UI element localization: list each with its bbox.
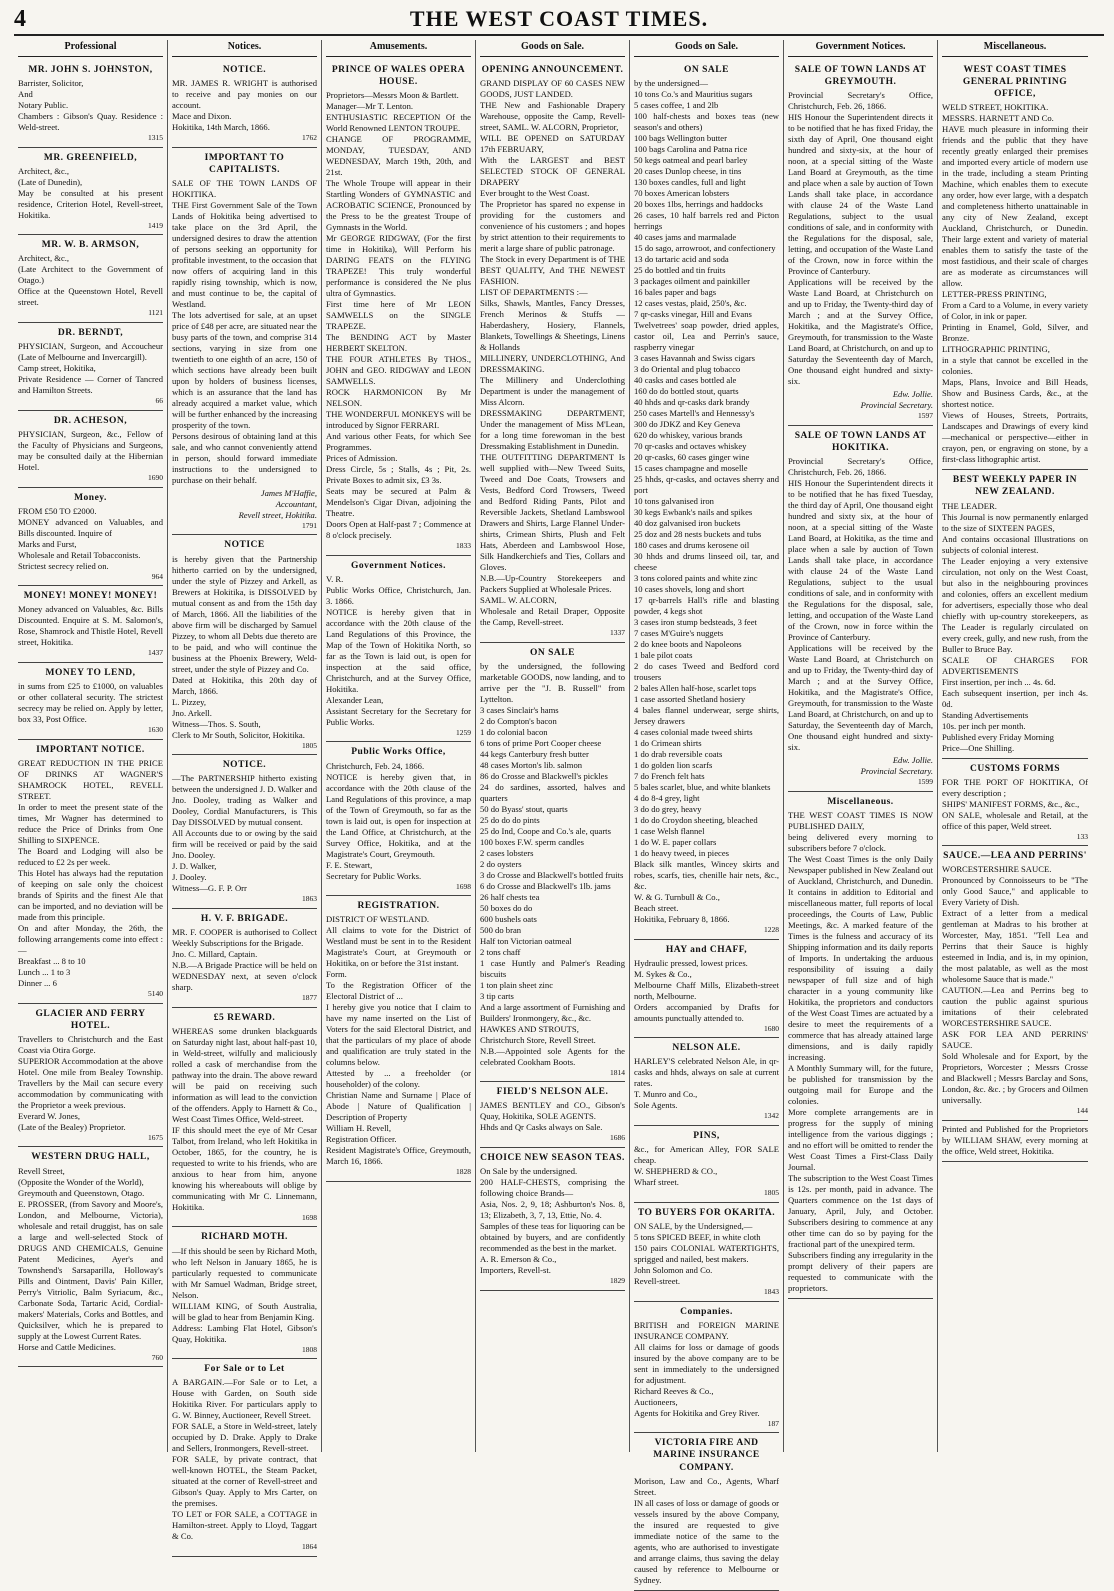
ad-body: Hydraulic pressed, lowest prices. M. Sykes & Co., Melbourne Chaff Mills, Elizabeth-street north, Melbourne. Orders accompanied by Drafts for amounts punctually attended to. xyxy=(634,957,779,1023)
advertisement xyxy=(18,740,163,1004)
advertisement xyxy=(172,909,317,1008)
advertisement xyxy=(634,1302,779,1434)
ad-reference-number: 1833 xyxy=(456,541,471,551)
ad-body: MR. F. COOPER is authorised to Collect Weekly Subscriptions for the Brigade. Jno. C. Millard, Captain. N.B.—A Brigade Practice will be held on WEDNESDAY next, at seven o'clock sharp. xyxy=(172,927,317,993)
ad-body: SALE OF THE TOWN LANDS OF HOKITIKA. THE First Government Sale of the Town Lands of Hokitika being advertised to take place on the 3rd April, the undersigned desires to draw the attention of persons seeking an opportunity for profitable investment, to the occasion that now offers of acquiring land in this rapidly rising township, which is now, and must continue to be, the capital of Westland. The lots advertised for sale, at an upset price of £48 per acre, are situated near the busy parts of the town, and comprise 314 sections, varying in size from one twentieth to one eighth of an acre, 150 of which sections have already been built upon by holders of business licenses, which is an assurance that the land has already acquired a market value, which will be further enhanced by the increasing prosperity of the town. Persons desirous of obtaining land at this sale, and who cannot conveniently attend in person, should forward immediate instructions to the undersigned to purchase on their behalf. xyxy=(172,177,317,485)
ad-title: CUSTOMS FORMS xyxy=(970,763,1060,774)
ad-reference-number: 66 xyxy=(155,396,163,406)
column-5 xyxy=(630,40,784,1585)
ad-body: Architect, &c., (Late of Dunedin), May be consulted at his present residence, Criterion Hotel, Revell-street, Hokitika. xyxy=(18,165,163,220)
ad-body: Printed and Published for the Proprietors by WILLIAM SHAW, every morning at the office, Weld street, Hokitika. xyxy=(942,1124,1088,1157)
ad-title: Government Notices. xyxy=(351,560,446,571)
advertisement xyxy=(326,896,471,1182)
ad-body: by the undersigned, the following marketable GOODS, now landing, and to arrive per the "J. B. Russell" from Lyttelton. 3 cases Sinclair's hams 2 do Compton's bacon 1 do colonial bacon 6 tons of prime Port Cooper cheese 44 kegs Canterbury fresh butter 48 cases Morton's lib. salmon 86 do Crosse and Blackwell's pickles 24 do sardines, assorted, halves and quarters 50 do Byass' stout, quarts 25 do do do pints 25 do Ind, Coope and Co.'s ale, quarts 100 boxes F.W. sperm candles 2 cases lobsters 2 do oysters 3 do Crosse and Blackwell's bottled fruits 6 do Crosse and Blackwell's 1lb. jams 26 half chests tea 50 boxes do do 600 bushels oats 500 do bran Half ton Victorian oatmeal 2 tons chaff 1 case Huntly and Palmer's Reading biscuits 1 ton plain sheet zinc 3 tip carts And a large assortment of Furnishing and Builders' Ironmongery, &c., &c. HAWKES AND STROUTS, Christchurch Store, Revell Street. N.B.—Appointed sole Agents for the celebrated Cookham Boots. xyxy=(480,660,625,1067)
ad-title: NOTICE. xyxy=(222,760,267,771)
ad-title: Companies. xyxy=(680,1306,733,1317)
advertisement xyxy=(18,1004,163,1148)
ad-reference-number: 1814 xyxy=(610,1067,625,1077)
advertisement xyxy=(172,1359,317,1557)
advertisement xyxy=(480,60,625,643)
advertisement xyxy=(18,411,163,488)
column-3 xyxy=(322,40,476,1452)
ad-body: JAMES BENTLEY and CO., Gibson's Quay, Hokitika, SOLE AGENTS. Hhds and Qr Casks always on Sale. xyxy=(480,1100,625,1133)
column-7 xyxy=(938,40,1092,1452)
advertisement xyxy=(172,535,317,755)
advertisement xyxy=(326,742,471,896)
advertisement xyxy=(172,60,317,148)
ad-body: in sums from £25 to £1000, on valuables or other collateral security. The strictest secrecy may be relied on. Apply by letter, box 33, Post Office. xyxy=(18,681,163,725)
advertisement xyxy=(634,940,779,1039)
ad-body: MR. JAMES R. WRIGHT is authorised to receive and pay monies on our account. Mace and Dixon. Hokitika, 14th March, 1866. xyxy=(172,77,317,132)
ad-reference-number: 1686 xyxy=(610,1133,625,1143)
ad-body: ON SALE, by the Undersigned,— 5 tons SPICED BEEF, in white cloth 150 pairs COLONIAL WATERTIGHTS, sprigged and nailed, best makers. John Solomon and Co. Revell-street. xyxy=(634,1220,779,1286)
ad-reference-number: 1762 xyxy=(302,132,317,142)
section-heading: Goods on Sale. xyxy=(634,40,779,57)
advertisement xyxy=(634,1126,779,1203)
ad-body: Revell Street, (Opposite the Wonder of the World), Greymouth and Queenstown, Otago. E. PROSSER, (from Savory and Moore's, London, and Melbourne, Victoria), wholesale and retail druggist, has on sale a large and well-selected Stock of DRUGS AND CHEMICALS, Genuine Patent Medicines, Ayer's and Townshend's Sarsaparilla, Holloway's Pills and Ointment, Davis' Pain Killer, Perry's Vitriolic, Balm Syriacum, &c., Carbonate Soda, Tartaric Acid, Cordial-makers' Materials, Corks and Bottles, and Quicksilver, which he is prepared to supply at the Lowest Current Rates. Horse and Cattle Medicines. xyxy=(18,1165,163,1352)
ad-body: Architect, &c., (Late Architect to the Government of Otago.) Office at the Queenstown Hotel, Revell street. xyxy=(18,253,163,308)
advertisement xyxy=(942,1121,1088,1162)
advertisement xyxy=(480,643,625,1083)
advertisement xyxy=(788,60,933,426)
ad-title: H. V. F. BRIGADE. xyxy=(200,913,289,924)
section-heading: Professional xyxy=(18,40,163,57)
advertisement xyxy=(18,586,163,663)
ad-reference-number: 964 xyxy=(151,571,163,581)
ad-title: NELSON ALE. xyxy=(672,1043,741,1054)
ad-body: —The PARTNERSHIP hitherto existing between the undersigned J. D. Walker and Jno. Dooley, trading as Walker and Dooley, Cordial Manufacturers, is This Day DISSOLVED by mutual consent. All Accounts due to or owing by the said firm will be received or paid by the said Jno. Dooley. J. D. Walker, J. Dooley. Witness—G. F. P. Orr xyxy=(172,773,317,894)
ad-title: WEST COAST TIMES GENERAL PRINTING OFFICE, xyxy=(962,64,1068,100)
section-heading: Government Notices. xyxy=(788,40,933,57)
ad-reference-number: 1675 xyxy=(148,1132,163,1142)
ad-body: FROM £50 TO £2000. MONEY advanced on Valuables, and Bills discounted. Inquire of Marks and Furst, Wholesale and Retail Tobacconists. Strictest secrecy relied on. xyxy=(18,505,163,571)
ad-reference-number: 1791 xyxy=(302,520,317,530)
ad-title: CHOICE NEW SEASON TEAS. xyxy=(480,1153,625,1164)
advertisement xyxy=(788,792,933,1299)
ad-body: Morison, Law and Co., Agents, Wharf Street. IN all cases of loss or damage of goods or vessels insured by the above Company, the insured are requested to give immediate notice of the same to the agents, who are authorised to investigate and arrange claims, thus saving the delay caused by reference to Melbourne or Sydney. xyxy=(634,1475,779,1585)
ad-reference-number: 1597 xyxy=(918,411,933,421)
ad-title: PINS, xyxy=(693,1131,720,1142)
ad-body: Christchurch, Feb. 24, 1866. NOTICE is hereby given that, in accordance with the 20th clause of the Land Regulations of this province, a map of the Town of Greymouth, so far as the town is laid out, is open for inspection at the Land Office, at Christchurch, at the Survey Office, Hokitika, and at the Magistrate's Court, Greymouth. F. E. Stewart, Secretary for Public Works. xyxy=(326,760,471,881)
advertisement xyxy=(18,1147,163,1367)
masthead: THE WEST COAST TIMES. xyxy=(409,6,709,31)
advertisement xyxy=(18,148,163,236)
ad-title: SALE OF TOWN LANDS AT HOKITIKA. xyxy=(794,430,927,453)
ad-signature: Edw. Jollie. Provincial Secretary. xyxy=(860,755,933,777)
ad-title: £5 REWARD. xyxy=(213,1012,276,1023)
ad-title: DR. BERNDT, xyxy=(57,328,124,339)
ad-body: FOR THE PORT OF HOKITIKA, Of every description ; SHIPS' MANIFEST FORMS, &c., &c., ON SALE, wholesale and Retail, at the office of this paper, Weld street. xyxy=(942,776,1088,831)
advertisement xyxy=(172,1008,317,1228)
advertisement xyxy=(788,426,933,792)
ad-title: SAUCE.—LEA AND PERRINS' xyxy=(943,851,1087,862)
ad-body: A BARGAIN.—For Sale or to Let, a House with Garden, on South side Hokitika River. For particulars apply to G. W. Binney, Auctioneer, Revell Street. FOR SALE, a Store in Weld-street, lately occupied by D. Drake. Apply to Drake and Sellers, Ironmongers, Revell-street. FOR SALE, by private contract, that well-known HOTEL, the Steam Packet, situated at the corner of Revell-street and Gibson's Quay. Apply to Mrs Carter, on the premises. TO LET or FOR SALE, a COTTAGE in Hamilton-street. Apply to Lloyd, Taggart & Co. xyxy=(172,1377,317,1542)
ad-reference-number: 1698 xyxy=(456,881,471,891)
ad-title: FIELD'S NELSON ALE. xyxy=(496,1087,609,1098)
section-heading: Goods on Sale. xyxy=(480,40,625,57)
ad-body: Money advanced on Valuables, &c. Bills Discounted. Enquire at S. M. Salomon's, Rose, Shamrock and Thistle Hotel, Revell street, Hokitika. xyxy=(18,604,163,648)
advertisement xyxy=(18,663,163,740)
ad-body: Provincial Secretary's Office, Christchurch, Feb. 26, 1866. HIS Honour the Superintendent directs it to be notified that he has fixed Friday, the sixth day of April, One thousand eight hundred and sixty-six, at the hour of noon, at a special sitting of the Waste Land Board at Greymouth, as the time and place when a sale by auction of Town Lands shall take place, in accordance with clause 24 of the Waste Land Regulations, subject to the usual conditions of sale, and in conformity with the Regulations for the disposal, sale, letting, and occupation of the Waste Land of the Crown, now in force within the Province of Canterbury. Applications will be received by the Waste Land Board, at Christchurch on and up to Friday, the Twenty-third day of March ; and at the Survey Office, Hokitika, and the Magistrate's Office, Greymouth, for transmission to the Waste Land Board, at Christchurch, on and up to Saturday the Seventeenth day of March, One thousand eight hundred and sixty-six. xyxy=(788,90,933,387)
ad-title: HAY and CHAFF, xyxy=(665,944,748,955)
ad-title: Miscellaneous. xyxy=(827,796,894,807)
newspaper-columns xyxy=(14,40,1104,1585)
ad-reference-number: 1437 xyxy=(148,648,163,658)
advertisement xyxy=(18,488,163,587)
ad-reference-number: 1828 xyxy=(456,1167,471,1177)
ad-body: GRAND DISPLAY OF 60 CASES NEW GOODS, JUST LANDED. THE New and Fashionable Drapery Warehouse, opposite the Camp, Revell-street, SAML. W. ALCORN, Proprietor, WILL BE OPENED on SATURDAY 17th FEBRUARY, With the LARGEST and BEST SELECTED STOCK OF GENERAL DRAPERY Ever brought to the West Coast. The Proprietor has spared no expense in providing for the customers and convenience of his customers ; and hopes by strict attention to their requirements to merit a large share of public patronage. The Stock in every Department is of THE BEST QUALITY, And THE NEWEST FASHION. LIST OF DEPARTMENTS :— Silks, Shawls, Mantles, Fancy Dresses, French Merinos & Stuffs — Haberdashery, Hosiery, Flannels, Blankets, Towellings & Sheetings, Linens & Hollands MILLINERY, UNDERCLOTHING, And DRESSMAKING. The Millinery and Underclothing Department is under the management of Miss Alcorn. DRESSMAKING DEPARTMENT, Under the management of Miss M'Lean, for a long time forewoman in the best Dressmaking Establishment in Dunedin. THE OUTFITTING DEPARTMENT Is well supplied with—New Tweed Suits, Tweed and Doe Coats, Trowsers and Vests, Bedford Cord Trowsers, Tweed and Bedford Riding Pants, Pilot and Reversible Jackets, Shetland Lambswool Drawers and Shirts, Large Flannel Under-shirts, Crimean Shirts, Plush and Felt Hats, Aberdeen and Lambswool Hose, Silk Handkerchiefs and Ties, Collars and Gloves. N.B.—Up-Country Storekeepers and Packers Supplied at Wholesale Prices. SAML. W. ALCORN, Wholesale and Retail Draper, Opposite the Camp, Revell-street. xyxy=(480,77,625,627)
ad-body: GREAT REDUCTION IN THE PRICE OF DRINKS AT WAGNER'S SHAMROCK HOTEL, REVELL STREET. In order to meet the present state of the times, Mr Wagner has determined to reduce the Price of Drinks from One Shilling to SIXPENCE. The Board and Lodging will also be reduced to £2 2s per week. This Hotel has always had the reputation of keeping on sale only the choicest brands of Spirits and the finest Ale that can be imported, and no deviation will be made from this principle. On and after Monday, the 26th, the following arrangements come into effect :— Breakfast ... 8 to 10 Lunch ... 1 to 3 Dinner ... 6 xyxy=(18,757,163,988)
ad-reference-number: 1599 xyxy=(918,777,933,787)
ad-title: ON SALE xyxy=(530,647,575,658)
ad-body: Proprietors—Messrs Moon & Bartlett. Manager—Mr T. Lenton. ENTHUSIASTIC RECEPTION Of the World Renowned LENTON TROUPE. CHANGE OF PROGRAMME, MONDAY, TUESDAY, AND WEDNESDAY, March 19th, 20th, and 21st. The Whole Troupe will appear in their Startling Wonders of GYMNASTIC and ACROBATIC SCIENCE, Pronounced by the Press to be the greatest Troupe of Gymnasts in the World. Mr GEORGE RIDGWAY, (For the first time in Hokitika), Will Perform his DARING FEATS on the FLYING TRAPEZE! This truly wonderful performance is considered the Ne plus ultra of Gymnastics. First time here of Mr LEON SAMWELLS on the SINGLE TRAPEZE. The BENDING ACT by Master HERBERT SKELTON. THE FOUR ATHLETES By THOS., JOHN and GEO. RIDGWAY and LEON SAMWELLS. ROCK HARMONICON By Mr NELSON. THE WONDERFUL MONKEYS will be introduced by Signor FERRARI. And various other Feats, for which See Programmes. Prices of Admission. Dress Circle, 5s ; Stalls, 4s ; Pit, 2s. Private Boxes to admit six, £3 3s. Seats may be secured at Palm & Mendelson's Cigar Divan, adjoining the Theatre. Doors Open at Half-past 7 ; Commence at 8 o'clock precisely. xyxy=(326,90,471,541)
ad-title: GLACIER AND FERRY HOTEL. xyxy=(35,1008,146,1031)
ad-reference-number: 1808 xyxy=(302,1344,317,1354)
ad-title: NOTICE xyxy=(224,540,265,551)
section-heading: Amusements. xyxy=(326,40,471,57)
ad-reference-number: 1864 xyxy=(302,1542,317,1552)
ad-title: BEST WEEKLY PAPER IN NEW ZEALAND. xyxy=(952,475,1078,498)
ad-reference-number: 1877 xyxy=(302,993,317,1003)
ad-signature: Edw. Jollie. Provincial Secretary. xyxy=(860,389,933,411)
advertisement xyxy=(480,1082,625,1148)
ad-reference-number: 1419 xyxy=(148,220,163,230)
advertisement xyxy=(480,1148,625,1291)
advertisement xyxy=(18,323,163,411)
advertisement xyxy=(18,60,163,148)
page-number: 4 xyxy=(14,6,26,32)
page-header xyxy=(14,6,1104,36)
ad-body: Provincial Secretary's Office, Christchurch, Feb. 26, 1866. HIS Honour the Superintendent directs it to be notified that he has fixed Tuesday, the third day of April, One thousand eight hundred and sixty six, at the hour of noon, at a special sitting of the Waste Land Board, at Hokitika, as the time and place when a sale by auction of Town Lands shall take place, in accordance with clause 24 of the Waste Land Regulations, subject to the usual conditions of sale, and in conformity with the Regulations for the disposal, sale, letting, and occupation of the Waste Land of the Crown, now in force within the Province of Canterbury. Applications will be received by the Waste Land Board, at Christchurch on and up to Friday, the Twenty-third day of March ; and at the Survey Office, Hokitika, and the Magistrate's Office, Greymouth, for transmission to the Waste Land Board, at Christchurch, on and up to Saturday, the Seventeenth day of March, One thousand eight hundred and sixty-six. xyxy=(788,456,933,753)
ad-body: DISTRICT OF WESTLAND. All claims to vote for the District of Westland must be sent in to the Resident Magistrate's Court, at Greymouth or Hokitika, on or before the 31st instant. Form. To the Registration Officer of the Electoral District of ... I hereby give you notice that I claim to have my name inserted on the List of Voters for the said Electoral District, and that the particulars of my place of abode and qualification are truly stated in the columns below. Attested by ... a freeholder (or householder) of the colony. Christian Name and Surname | Place of Abode | Nature of Qualification | Description of Property William H. Revell, Registration Officer. Resident Magistrate's Office, Greymouth, March 16, 1866. xyxy=(326,914,471,1167)
ad-reference-number: 1337 xyxy=(610,627,625,637)
advertisement xyxy=(634,1038,779,1126)
advertisement xyxy=(942,759,1088,847)
ad-title: ON SALE xyxy=(684,64,729,75)
ad-title: OPENING ANNOUNCEMENT. xyxy=(481,64,624,75)
ad-reference-number: 1690 xyxy=(148,472,163,482)
ad-reference-number: 1121 xyxy=(148,308,163,318)
ad-reference-number: 1805 xyxy=(764,1188,779,1198)
ad-body: Travellers to Christchurch and the East Coast via Otira Gorge. SUPERIOR Accommodation at the above Hotel. One mile from Bealey Township. Travellers by the Mail can secure every accommodation by communicating with the Proprietor a week previous. Everard W. Jones, (Late of the Bealey) Proprietor. xyxy=(18,1033,163,1132)
advertisement xyxy=(172,755,317,909)
ad-signature: James M'Haffie, Accountant, Revell street, Hokitika. xyxy=(238,487,317,520)
ad-body: WHEREAS some drunken blackguards on Saturday night last, about half-past 10, in Weld-street, wilfully and maliciously rolled a cask of merchandise from the pathway into the drain. The above reward will be paid on receiving such information as will lead to the conviction of the offenders. Apply to Harnett & Co., West Coast Times Office, Weld-street. IF this should meet the eye of Mr Cesar Talbot, from Ireland, who left Hokitika in October, 1865, for the country, he is requested to write to his friends, who are anxious to hear from him, anyone knowing his whereabouts will oblige by communicating with Mr C. Linnemann, Hokitika. xyxy=(172,1025,317,1212)
ad-reference-number: 133 xyxy=(1076,831,1088,841)
ad-title: MR. GREENFIELD, xyxy=(43,152,138,163)
ad-reference-number: 1829 xyxy=(610,1276,625,1286)
ad-body: is hereby given that the Partnership hitherto carried on by the undersigned, under the style of Pizzey and Arkell, as Brewers at Hokitika, is DISSOLVED by mutual consent as and from the 15th day of March, 1866. All the liabilities of the above firm will be discharged by Samuel Pizzey, to whom all Debts due thereto are to be paid, and who will continue the business at the Phoenix Brewery, Weld-street, under the style of Pizzey and Co. Dated at Hokitika, this 20th day of March, 1866. L. Pizzey, Jno. Arkell. Witness—Thos. S. South, Clerk to Mr South, Solicitor, Hokitika. xyxy=(172,553,317,740)
ad-title: NOTICE. xyxy=(222,64,267,75)
ad-title: WESTERN DRUG HALL, xyxy=(31,1152,150,1163)
ad-body: &c., for American Alley, FOR SALE cheap. W. SHEPHERD & CO., Wharf street. xyxy=(634,1144,779,1188)
advertisement xyxy=(942,846,1088,1121)
advertisement xyxy=(326,556,471,743)
column-6 xyxy=(784,40,938,1452)
advertisement xyxy=(172,1227,317,1359)
ad-body: BRITISH and FOREIGN MARINE INSURANCE COMPANY. All claims for loss or damage of goods insured by the above company are to be sent in immediately to the undersigned for adjustment. Richard Reeves & Co., Auctioneers, Agents for Hokitika and Grey River. xyxy=(634,1319,779,1418)
ad-reference-number: 760 xyxy=(151,1352,163,1362)
column-2 xyxy=(168,40,322,1552)
advertisement xyxy=(172,148,317,536)
ad-title: MONEY TO LEND, xyxy=(45,668,136,679)
ad-reference-number: 1863 xyxy=(302,894,317,904)
ad-title: MR. W. B. ARMSON, xyxy=(41,240,140,251)
ad-body: by the undersigned— 10 tons Co.'s and Mauritius sugars 5 cases coffee, 1 and 2lb 100 half-chests and boxes teas (new season's and others) 100 bags Wellington butter 100 bags Carolina and Patna rice 50 kegs oatmeal and pearl barley 20 cases Dunlop cheese, in tins 130 boxes candles, full and light 70 boxes American lobsters 20 boxes 1lbs, herrings and haddocks 26 cases, 10 half barrels red and Picton herrings 40 cases jams and marmalade 15 do sago, arrowroot, and confectionery 13 do tartaric acid and soda 25 do bottled and tin fruits 3 packages oilment and painkiller 16 bales paper and bags 12 cases vestas, plaid, 250's, &c. 7 qr-casks vinegar, Hill and Evans Twelvetrees' soap powder, dried apples, castor oil, Lea and Perrin's sauce, raspberry vinegar 3 cases Havannah and Swiss cigars 3 do Oriental and plug tobacco 40 casks and cases bottled ale 160 do do bottled stout, quarts 40 hhds and qr-casks dark brandy 250 cases Martell's and Hennessy's 300 do JDKZ and Key Geneva 620 do whiskey, various brands 70 qr-casks and octaves whiskey 20 qr-casks, 60 cases ginger wine 15 cases champagne and moselle 25 hhds, qr-casks, and octaves sherry and port 10 tons galvanised iron 30 kegs Ewbank's nails and spikes 40 doz galvanised iron buckets 25 doz and 28 nests buckets and tubs 180 cases and drums kerosene oil 30 hhds and drums linseed oil, tar, and cheese 3 tons colored paints and white zinc 10 cases shovels, long and short 17 qr-barrels Hall's rifle and blasting powder, 4 kegs shot 3 cases iron stump bedsteads, 3 feet 7 cases M'Guire's nuggets 2 do knee boots and Napoleons 1 bale pilot coats 2 do cases Tweed and Bedford cord trousers 2 bales Allen half-hose, scarlet tops 1 case assorted Shetland hosiery 4 bales flannel underwear, serge shirts, Jersey drawers 4 cases colonial made tweed shirts 1 do Crimean shirts 1 do drab reversible coats 1 do golden lion scarfs 7 do French felt hats 5 bales scarlet, blue, and white blankets 4 do 8-4 grey, light 3 do do grey, heavy 1 do do Croydon sheeting, bleached 1 case Welsh flannel 1 do W. E. paper collars 1 do heavy tweed, in pieces Black silk mantles, Wincey skirts and robes, scarfs, ties, chenille hair nets, &c., &c. W. & G. Turnbull & Co., Beach street. Hokitika, February 8, 1866. xyxy=(634,77,779,924)
section-heading: Notices. xyxy=(172,40,317,57)
advertisement xyxy=(326,60,471,556)
ad-title: IMPORTANT NOTICE. xyxy=(36,744,145,755)
advertisement xyxy=(942,60,1088,470)
ad-reference-number: 187 xyxy=(767,1418,779,1428)
ad-title: TO BUYERS FOR OKARITA. xyxy=(637,1207,776,1218)
column-1 xyxy=(14,40,168,1452)
ad-title: DR. ACHESON, xyxy=(53,415,128,426)
ad-title: Public Works Office, xyxy=(351,747,446,758)
ad-title: SALE OF TOWN LANDS AT GREYMOUTH. xyxy=(794,64,927,87)
ad-body: THE WEST COAST TIMES IS NOW PUBLISHED DAILY, being delivered every morning to subscribers before 7 o'clock. The West Coast Times is the only Daily Newspaper published in New Zealand out of Auckland, Christchurch, and Dunedin. It contains in addition to Editorial and miscellaneous matter, full reports of local proceedings, the Courts of Law, Public Meetings, &c. A marked feature of the Times is the fulness and accuracy of its Shipping information and its daily reports of Imports. In undertaking the arduous responsibility of issuing a daily newspaper of full size and of high character in a young community like Hokitika, the proprietors and conductors of the West Coast Times are actuated by a desire to meet the requirements of a commerce that has already attained large dimensions, and is daily rapidly increasing. A Monthly Summary will, for the future, be published for transmission by the outgoing mail for Europe and the colonies. More complete arrangements are in progress for the supply of mining intelligence from the various diggings ; and no effort will be omitted to render the West Coast Times a First-Class Daily Journal. The subscription to the West Coast Times is 12s. per month, paid in advance. The Quarters commence on the 1st days of January, April, July, and October. Subscribers desiring to commence at any other time can do so by paying for the fractional part of the unexpired term. Subscribers finding any irregularity in the prompt delivery of their papers are requested to communicate with the proprietors. xyxy=(788,809,933,1293)
ad-reference-number: 144 xyxy=(1076,1106,1088,1116)
ad-title: PRINCE OF WALES OPERA HOUSE. xyxy=(331,64,466,87)
ad-reference-number: 1228 xyxy=(764,924,779,934)
ad-reference-number: 1805 xyxy=(302,740,317,750)
ad-body: PHYSICIAN, Surgeon, &c., Fellow of the Faculty of Physicians and Surgeons, may be consulted daily at the Hibernian Hotel. xyxy=(18,428,163,472)
ad-reference-number: 1315 xyxy=(148,132,163,142)
ad-body: PHYSICIAN, Surgeon, and Accoucheur (Late of Melbourne and Invercargill). Camp street, Hokitika, Private Residence — Corner of Tancred and Hamilton Streets. xyxy=(18,341,163,396)
ad-title: Money. xyxy=(74,492,107,503)
ad-reference-number: 1680 xyxy=(764,1023,779,1033)
ad-title: IMPORTANT TO CAPITALISTS. xyxy=(204,152,285,175)
ad-reference-number: 1698 xyxy=(302,1212,317,1222)
ad-reference-number: 1259 xyxy=(456,727,471,737)
ad-body: WELD STREET, HOKITIKA. MESSRS. HARNETT AND Co. HAVE much pleasure in informing their friends and the public that they have recently greatly enlarged their premises and imported every article of modern use in the trade, including a steam Printing Machine, which enables them to execute any order, how ever large, with a despatch and completeness hitherto unattainable in any city of New Zealand, except Auckland, Christchurch, or Dunedin. Their large extent and variety of material enables them to satisfy the taste of the most fastidious, and their scale of charges are as moderate as circumstances will allow. LETTER-PRESS PRINTING, From a Card to a Volume, in every variety of Color, in ink or paper. Printing in Enamel, Gold, Silver, and Bronze. LITHOGRAPHIC PRINTING, in a style that cannot be excelled in the colonies. Maps, Plans, Invoice and Bill Heads, Show and Business Cards, &c., at the shortest notice. Views of Houses, Streets, Portraits, Landscapes and Drawings of every kind —mechanical or perspective—either in crayon, pen, or engraving on stone, by a first-class lithographic artist. xyxy=(942,102,1088,465)
ad-title: REGISTRATION. xyxy=(357,901,440,912)
ad-title: VICTORIA FIRE AND MARINE INSURANCE COMPANY. xyxy=(653,1438,760,1473)
ad-reference-number: 1630 xyxy=(148,725,163,735)
advertisement xyxy=(634,1433,779,1590)
ad-body: —If this should be seen by Richard Moth, who left Nelson in January 1865, he is particularly requested to communicate with Mr Samuel Wadman, Bridge street, Nelson. WILLIAM KING, of South Australia, will be glad to hear from Benjamin King. Address: Lambing Flat Hotel, Gibson's Quay, Hokitika. xyxy=(172,1245,317,1344)
ad-reference-number: 5140 xyxy=(148,988,163,998)
advertisement xyxy=(634,60,779,940)
ad-body: HARLEY'S celebrated Nelson Ale, in qr-casks and hhds, always on sale at current rates. T. Munro and Co., Sole Agents. xyxy=(634,1056,779,1111)
advertisement xyxy=(942,470,1088,758)
ad-body: On Sale by the undersigned. 200 HALF-CHESTS, comprising the following choice Brands— Asia, Nos. 2, 9, 18; Ashburton's Nos. 8, 13; Elizabeth, 3, 7, 13, Ettie, No. 4. Samples of these teas for liquoring can be obtained by buyers, and are confidently recommended as the best in the market. A. R. Emerson & Co., Importers, Revell-st. xyxy=(480,1166,625,1276)
ad-title: MR. JOHN S. JOHNSTON, xyxy=(28,64,153,75)
ad-body: WORCESTERSHIRE SAUCE. Pronounced by Connoisseurs to be "The only Good Sauce," and applicable to Every Variety of Dish. Extract of a letter from a medical gentleman at Madras to his brother at Worcester, May, 1851. "Tell Lea and Perrins that their Sauce is highly esteemed in India, and is, in my opinion, the most palatable, as well as the most wholesome Sauce that is made." CAUTION.—Lea and Perrins beg to caution the public against spurious imitations of their celebrated WORCESTERSHIRE SAUCE. ASK FOR LEA AND PERRINS' SAUCE. Sold Wholesale and for Export, by the Proprietors, Worcester ; Messrs Crosse and Blackwell ; Messrs Barclay and Sons, London, &c. &c. ; by Grocers and Oilmen universally. xyxy=(942,864,1088,1106)
ad-title: RICHARD MOTH. xyxy=(201,1232,288,1243)
ad-body: Barrister, Solicitor, And Notary Public. Chambers : Gibson's Quay. Residence : Weld-street. xyxy=(18,77,163,132)
ad-reference-number: 1843 xyxy=(764,1286,779,1296)
ad-reference-number: 1342 xyxy=(764,1111,779,1121)
ad-title: MONEY! MONEY! MONEY! xyxy=(23,591,158,602)
section-heading: Miscellaneous. xyxy=(942,40,1088,57)
ad-body: THE LEADER. This Journal is now permanently enlarged to the size of SIXTEEN PAGES, And contains occasional Illustrations on subjects of colonial interest. The Leader enjoying a very extensive circulation, not only on the West Coast, but also in the neighbouring provinces and colonies, offers an excellent medium for advertisers, especially those who deal chiefly with up-country storekeepers, as The Leader is regularly circulated on every creek, gully, and new rush, from the Buller to Bruce Bay. SCALE OF CHARGES FOR ADVERTISEMENTS First insertion, per inch ... 4s. 6d. Each subsequent insertion, per inch 4s. 0d. Standing Advertisements 10s. per inch per month. Published every Friday Morning Price—One Shilling. xyxy=(942,500,1088,753)
column-4 xyxy=(476,40,630,1452)
ad-title: For Sale or to Let xyxy=(204,1364,285,1375)
ad-body: V. R. Public Works Office, Christchurch, Jan. 3. 1866. NOTICE is hereby given that in accordance with the 20th clause of the Land Regulations of this Province, the Map of the Town of Hokitika North, so far as the Town is laid out, is open for inspection at the said office, Christchurch, and at the Survey Office, Hokitika. Alexander Lean, Assistant Secretary for the Secretary for Public Works. xyxy=(326,573,471,727)
advertisement xyxy=(634,1203,779,1302)
advertisement xyxy=(18,235,163,323)
